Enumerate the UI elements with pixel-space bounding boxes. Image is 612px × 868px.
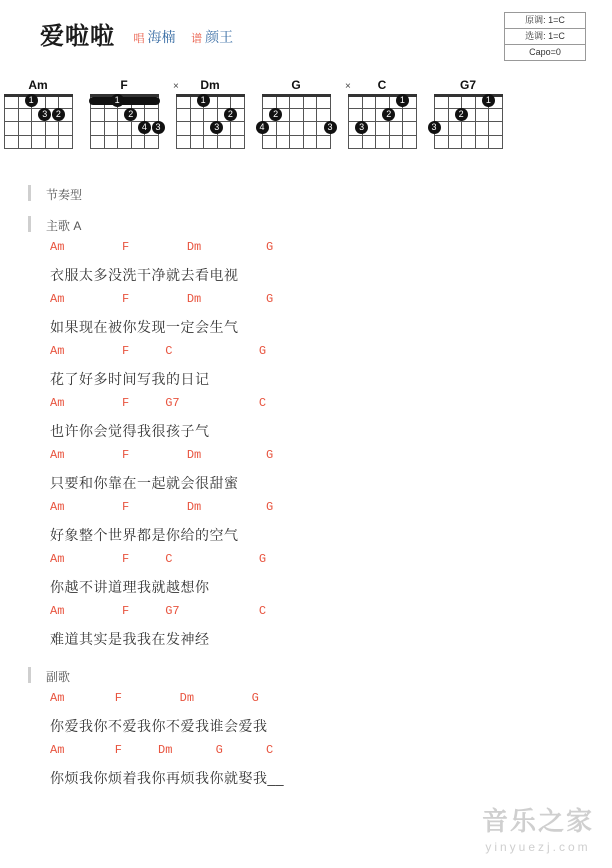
fret-line bbox=[348, 148, 417, 149]
chord-name: Dm bbox=[200, 78, 220, 92]
lyric-block bbox=[28, 344, 612, 394]
chord-line: Am F Dm G bbox=[50, 240, 274, 254]
finger-dot: 2 bbox=[382, 108, 395, 121]
chord-name: C bbox=[377, 78, 387, 92]
original-key: 原调: 1=C bbox=[505, 13, 585, 29]
watermark bbox=[482, 801, 594, 854]
fret-line bbox=[262, 121, 331, 122]
lyric-line: 难道其实是我我在发神经 bbox=[50, 631, 210, 647]
fret-line bbox=[348, 108, 417, 109]
finger-dot: 3 bbox=[428, 121, 441, 134]
chord-grid bbox=[431, 94, 502, 148]
lyric-block bbox=[28, 448, 612, 498]
finger-dot: 3 bbox=[355, 121, 368, 134]
finger-dot: 3 bbox=[324, 121, 337, 134]
chord-line: Am F C G bbox=[50, 552, 267, 566]
credit-singer bbox=[133, 27, 175, 47]
chord-line: Am F G7 C bbox=[50, 604, 267, 618]
chord-name: Am bbox=[28, 78, 48, 92]
finger-dot: 2 bbox=[52, 108, 65, 121]
finger-dot: 1 bbox=[197, 94, 210, 107]
credit-arranger-label: 谱 bbox=[191, 32, 203, 45]
lyric-block bbox=[28, 604, 612, 654]
fret-line bbox=[262, 135, 331, 136]
lyric-block bbox=[28, 500, 612, 550]
chord-grid bbox=[4, 94, 72, 148]
section-heading: 节奏型 bbox=[28, 186, 612, 203]
finger-dot: 4 bbox=[256, 121, 269, 134]
chord-line: Am F G7 C bbox=[50, 396, 267, 410]
fret-line bbox=[176, 121, 245, 122]
selected-key: 选调: 1=C bbox=[505, 29, 585, 45]
fret-line bbox=[434, 108, 503, 109]
chord-diagram-c bbox=[344, 78, 420, 148]
fret-line bbox=[4, 135, 73, 136]
lyric-line: 好象整个世界都是你给的空气 bbox=[50, 527, 239, 543]
credit-arranger bbox=[191, 27, 233, 47]
finger-dot: 4 bbox=[138, 121, 151, 134]
credit-arranger-name: 颜王 bbox=[205, 28, 234, 45]
chord-diagram-row bbox=[0, 78, 612, 156]
credits bbox=[133, 27, 245, 47]
chord-name: F bbox=[120, 78, 128, 92]
watermark-main: 音乐之家 bbox=[481, 806, 594, 836]
finger-dot: 3 bbox=[152, 121, 165, 134]
chord-line: Am F Dm G bbox=[50, 500, 274, 514]
key-info-box bbox=[504, 12, 586, 61]
finger-dot: 3 bbox=[210, 121, 223, 134]
fret-line bbox=[348, 135, 417, 136]
fret-line bbox=[4, 148, 73, 149]
chord-line: Am F Dm G C bbox=[50, 743, 274, 757]
chord-diagram-dm bbox=[172, 78, 248, 148]
chord-line: Am F C G bbox=[50, 344, 267, 358]
chord-line: Am F Dm G bbox=[50, 448, 274, 462]
lyric-block bbox=[28, 743, 612, 793]
chord-grid bbox=[90, 94, 161, 148]
muted-string-icon: × bbox=[345, 81, 351, 92]
finger-dot: 1 bbox=[396, 94, 409, 107]
fret-line bbox=[90, 135, 159, 136]
chord-grid bbox=[259, 94, 333, 148]
lyric-block bbox=[28, 691, 612, 741]
fret-line bbox=[434, 148, 503, 149]
finger-dot: 1 bbox=[482, 94, 495, 107]
lyric-line: 你越不讲道理我就越想你 bbox=[50, 579, 210, 595]
fret-line bbox=[262, 148, 331, 149]
song-body bbox=[0, 156, 612, 793]
finger-dot: 2 bbox=[269, 108, 282, 121]
chord-diagram-g7 bbox=[430, 78, 506, 148]
lyric-line: 也许你会觉得我很孩子气 bbox=[50, 423, 210, 439]
lyric-block bbox=[28, 240, 612, 290]
page-title: 爱啦啦 bbox=[40, 23, 115, 50]
fret-line bbox=[434, 121, 503, 122]
finger-dot: 2 bbox=[224, 108, 237, 121]
nut-line bbox=[4, 94, 73, 97]
page-header bbox=[0, 0, 612, 64]
fret-line bbox=[4, 108, 73, 109]
fret-line bbox=[176, 135, 245, 136]
barre-bar bbox=[89, 97, 160, 105]
fret-line bbox=[90, 108, 159, 109]
lyric-line: 如果现在被你发现一定会生气 bbox=[50, 319, 239, 335]
fret-line bbox=[176, 148, 245, 149]
chord-grid bbox=[345, 81, 416, 148]
finger-dot: 2 bbox=[455, 108, 468, 121]
lyric-block bbox=[28, 396, 612, 446]
nut-line bbox=[262, 94, 331, 97]
chord-diagram-am bbox=[0, 78, 76, 148]
capo: Capo=0 bbox=[529, 47, 561, 57]
chord-diagram-g bbox=[258, 78, 334, 148]
nut-line bbox=[176, 94, 245, 97]
lyric-line: 你烦我你烦着我你再烦我你就娶我__ bbox=[50, 770, 285, 786]
watermark-sub: yinyuezj.com bbox=[485, 840, 591, 854]
section-heading: 副歌 bbox=[28, 668, 612, 685]
chord-line: Am F Dm G bbox=[50, 691, 259, 705]
lyric-block bbox=[28, 552, 612, 602]
finger-dot: 1 bbox=[25, 94, 38, 107]
lyric-line: 你爱我你不爱我你不爱我谁会爱我 bbox=[50, 718, 268, 734]
fret-line bbox=[4, 121, 73, 122]
chord-name: G7 bbox=[459, 78, 476, 92]
finger-dot: 1 bbox=[111, 94, 124, 107]
fret-line bbox=[90, 148, 159, 149]
finger-dot: 3 bbox=[38, 108, 51, 121]
chord-name: G bbox=[291, 78, 301, 92]
chord-diagram-f bbox=[86, 78, 162, 148]
fret-line bbox=[434, 135, 503, 136]
lyric-line: 花了好多时间写我的日记 bbox=[50, 371, 210, 387]
lyric-block bbox=[28, 292, 612, 342]
lyric-line: 只要和你靠在一起就会很甜蜜 bbox=[50, 475, 239, 491]
section-heading: 主歌 A bbox=[28, 217, 612, 234]
credit-singer-label: 唱 bbox=[133, 32, 145, 45]
finger-dot: 2 bbox=[124, 108, 137, 121]
muted-string-icon: × bbox=[173, 81, 179, 92]
lyric-line: 衣服太多没洗干净就去看电视 bbox=[50, 267, 239, 283]
chord-line: Am F Dm G bbox=[50, 292, 274, 306]
credit-singer-name: 海楠 bbox=[147, 28, 176, 45]
fret-line bbox=[176, 108, 245, 109]
